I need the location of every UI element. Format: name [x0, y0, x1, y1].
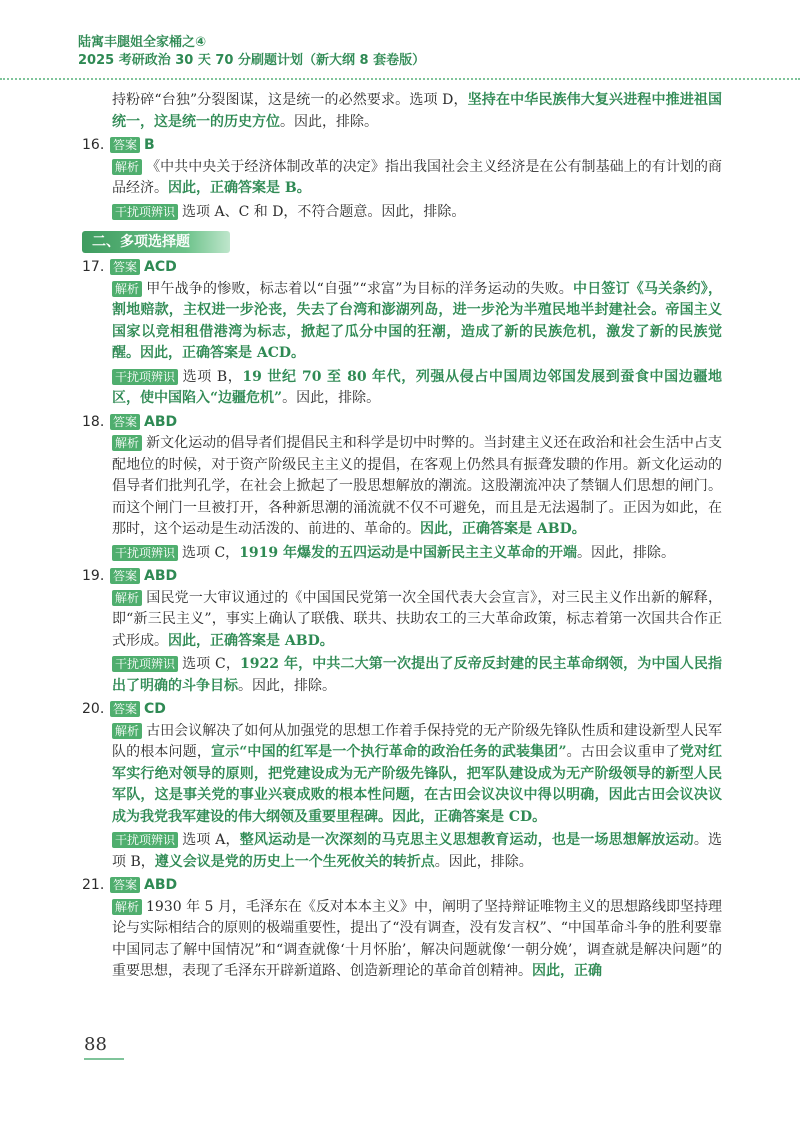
- analysis: 解析 新文化运动的倡导者们提倡民主和科学是切中时弊的。当封建主义还在政治和社会生活中占支配地位的时候，对于资产阶级民主主义的提倡，在客观上仍然具有振聋发聩的作用。新文化运动的倡导者们批判孔学，在社会上掀起了一股思想解放的潮流。这股潮流冲决了禁锢人们思想的闸门。而这个闸门一旦被打开，各种新思潮的涌流就不仅不可避免，而且是无法遏制了。正因为如此，在那时，这个运动是生动活泼的、前进的、革命的。因此，正确答案是 ABD。: [112, 435, 722, 537]
- page-number-underline: [84, 1058, 124, 1060]
- answer-line: 20. 答案 CD: [82, 701, 166, 717]
- answer-line: 17. 答案 ACD: [82, 259, 177, 275]
- analysis: 解析 甲午战争的惨败，标志着以“自强”“求富”为目标的洋务运动的失败。中日签订《马关条约》，割地赔款，主权进一步沦丧，失去了台湾和澎湖列岛，进一步沦为半殖民地半封建社会。帝国主义国家以竞相租借港湾为标志，掀起了瓜分中国的狂潮，造成了新的民族危机，激发了新的民族觉醒。因此，正确答案是 ACD。: [112, 280, 722, 361]
- answer-line: 16. 答案 B: [82, 137, 155, 153]
- answer-tag: 答案: [110, 877, 140, 893]
- question-20: [82, 699, 722, 873]
- book-title: 2025 考研政治 30 天 70 分刷题计划（新大纲 8 套卷版）: [78, 53, 426, 68]
- answer-tag: 答案: [110, 259, 140, 275]
- analysis: 解析 古田会议解决了如何从加强党的思想工作着手保持党的无产阶级先锋队性质和建设新型人民军队的根本问题，宣示“中国的红军是一个执行革命的政治任务的武装集团”。古田会议重申了党对红军实行绝对领导的原则，把党建设成为无产阶级先锋队，把军队建设成为无产阶级领导的新型人民军队，这是事关党的事业兴衰成败的根本性问题，在古田会议决议中得以明确，因此古田会议决议成为我党我军建设的伟大纲领及重要里程碑。因此，正确答案是 CD。: [112, 722, 723, 825]
- analysis: 解析 1930 年 5 月，毛泽东在《反对本本主义》中，阐明了坚持辩证唯物主义的思想路线即坚持理论与实际相结合的原则的极端重要性，提出了“没有调查，没有发言权”、“中国革命斗争的胜利要靠中国同志了解中国情况”和“调查就像‘十月怀胎’，解决问题就像‘一朝分娩’，调查就是解决问题”的重要思想，表现了毛泽东开辟新道路、创造新理论的革命首创精神。因此，正确: [112, 898, 722, 979]
- question-19: [82, 566, 722, 697]
- header-divider: [0, 78, 800, 80]
- answer-line: 19. 答案 ABD: [82, 568, 178, 584]
- analysis: 解析 国民党一大审议通过的《中国国民党第一次全国代表大会宣言》，对三民主义作出新的解释，即“新三民主义”，事实上确认了联俄、联共、扶助农工的三大革命政策，标志着第一次国共合作正式形成。因此，正确答案是 ABD。: [112, 589, 722, 649]
- page-number: 88: [84, 1034, 107, 1055]
- analysis-tag: 解析: [112, 723, 142, 739]
- distractor-tag: 干扰项辨识: [112, 656, 178, 672]
- analysis-tag: 解析: [112, 281, 142, 297]
- distractor-tag: 干扰项辨识: [112, 545, 178, 561]
- question-18: [82, 412, 722, 565]
- analysis-tag: 解析: [112, 590, 142, 606]
- analysis-tag: 解析: [112, 435, 142, 451]
- intro-paragraph: 持粉碎“台独”分裂图谋，这是统一的必然要求。选项 D，坚持在中华民族伟大复兴进程中推进祖国统一，这是统一的历史方位。因此，排除。: [112, 92, 722, 130]
- distractor-tag: 干扰项辨识: [112, 832, 178, 848]
- distractor: 干扰项辨识 选项 A，整风运动是一次深刻的马克思主义思想教育运动，也是一场思想解放运动。选项 B，遵义会议是党的历史上一个生死攸关的转折点。因此，排除。: [112, 832, 723, 870]
- page-header: [78, 34, 760, 70]
- answer-tag: 答案: [110, 568, 140, 584]
- analysis-tag: 解析: [112, 159, 142, 175]
- answer-tag: 答案: [110, 701, 140, 717]
- question-17: [82, 257, 722, 410]
- answer-line: 21. 答案 ABD: [82, 877, 178, 893]
- page-content: [82, 90, 722, 985]
- answer-tag: 答案: [110, 137, 140, 153]
- section-title: 二、多项选择题: [82, 231, 230, 253]
- distractor: 干扰项辨识 选项 A、C 和 D，不符合题意。因此，排除。: [82, 202, 722, 224]
- distractor: 干扰项辨识 选项 C，1922 年，中共二大第一次提出了反帝反封建的民主革命纲领，为中国人民指出了明确的斗争目标。因此，排除。: [112, 656, 722, 694]
- question-16: [82, 135, 722, 223]
- distractor: 干扰项辨识 选项 B，19 世纪 70 至 80 年代，列强从侵占中国周边邻国发展到蚕食中国边疆地区，使中国陷入“边疆危机”。因此，排除。: [112, 368, 722, 406]
- answer-tag: 答案: [110, 414, 140, 430]
- analysis-tag: 解析: [112, 899, 142, 915]
- analysis: 解析 《中共中央关于经济体制改革的决定》指出我国社会主义经济是在公有制基础上的有计划的商品经济。因此，正确答案是 B。: [112, 158, 722, 196]
- distractor-tag: 干扰项辨识: [112, 204, 178, 220]
- distractor: 干扰项辨识 选项 C，1919 年爆发的五四运动是中国新民主主义革命的开端。因此，排除。: [82, 543, 722, 565]
- series-title: 陆寓丰腿姐全家桶之④: [78, 35, 207, 50]
- question-21: [82, 875, 722, 983]
- answer-line: 18. 答案 ABD: [82, 413, 178, 430]
- distractor-tag: 干扰项辨识: [112, 369, 178, 385]
